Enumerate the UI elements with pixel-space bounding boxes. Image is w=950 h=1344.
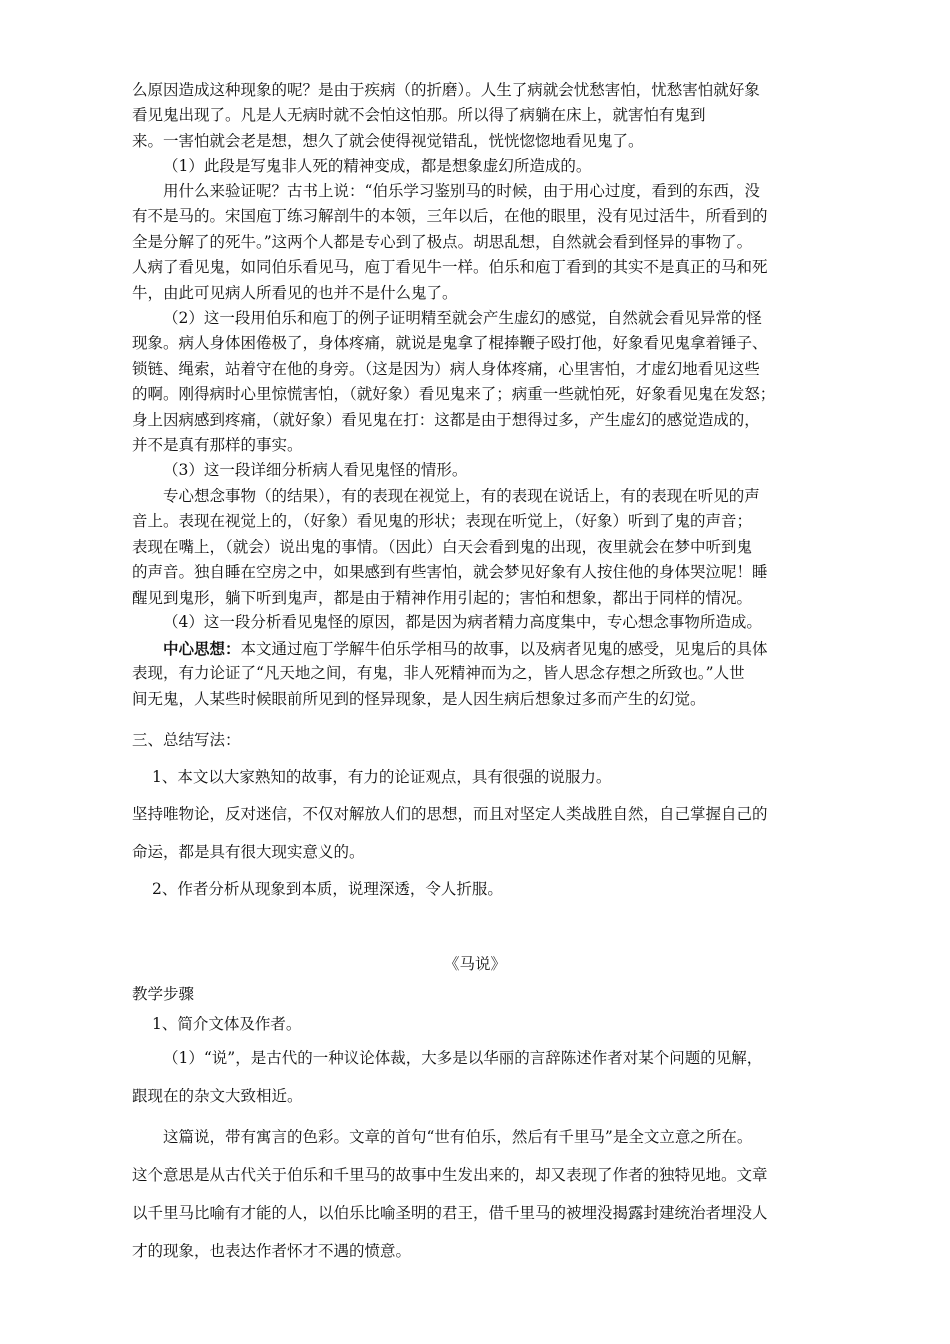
text-line: 坚持唯物论，反对迷信，不仅对解放人们的思想，而且对坚定人类战胜自然，自己掌握自己的: [132, 805, 768, 823]
text-line: （1）此段是写鬼非人死的精神变成，都是想象虚幻所造成的。: [163, 157, 592, 175]
note-3: [132, 458, 832, 483]
text-line: 来。一害怕就会老是想，想久了就会使得视觉错乱，恍恍惚惚地看见鬼了。: [132, 131, 644, 150]
teaching-steps-heading: [132, 982, 832, 1007]
paragraph-bole-paoding: [132, 179, 832, 306]
central-idea-text: 本文通过庖丁学解牛伯乐学相马的故事，以及病者见鬼的感受，见鬼后的具体: [240, 640, 768, 658]
note-4: [132, 610, 832, 635]
text-line: 锁链、绳索，站着守在他的身旁。（这是因为）病人身体疼痛，心里害怕，才虚幻地看见这些: [132, 359, 760, 378]
text-line: 用什么来验证呢？古书上说：“伯乐学习鉴别马的时候，由于用心过度，看到的东西，没: [163, 182, 760, 200]
text-line: 表现在嘴上，（就会）说出鬼的事情。（因此）白天会看到鬼的出现，夜里就会在梦中听到鬼: [132, 537, 753, 556]
point-1-continued: [132, 795, 832, 871]
step-1-note: [132, 1039, 832, 1115]
central-idea: [132, 636, 832, 712]
text-line: 牛，由此可见病人所看见的也并不是什么鬼了。: [132, 283, 458, 302]
text-line: 音上。表现在视觉上的，（好象）看见鬼的形状；表现在听觉上，（好象）听到了鬼的声音；: [132, 512, 753, 531]
point-1: [132, 765, 832, 790]
text-line: 并不是真有那样的事实。: [132, 435, 303, 454]
text-line: 这个意思是从古代关于伯乐和千里马的故事中生发出来的，却又表现了作者的独特见地。文章: [132, 1166, 768, 1184]
paragraph-illness-fear: [132, 78, 832, 154]
text-line: [132, 636, 832, 661]
text-line: 现象。病人身体困倦极了，身体疼痛，就说是鬼拿了棍捧鞭子殴打他，好象看见鬼拿着锤子、: [132, 334, 768, 353]
text-line: 看见鬼出现了。凡是人无病时就不会怕这怕那。所以得了病躺在床上，就害怕有鬼到: [132, 106, 706, 125]
text-line: 专心想念事物（的结果），有的表现在视觉上，有的表现在说话上，有的表现在听见的声: [163, 487, 760, 505]
text-line: 的声音。独自睡在空房之中，如果感到有些害怕，就会梦见好象有人按住他的身体哭泣呢！睡: [132, 563, 768, 582]
text-line: 人病了看见鬼，如同伯乐看见马，庖丁看见牛一样。伯乐和庖丁看到的其实不是真正的马和死: [132, 258, 768, 277]
paragraph-focus-thoughts: [132, 484, 832, 611]
text-line: 1、本文以大家熟知的故事，有力的论证观点，具有很强的说服力。: [152, 768, 612, 786]
central-idea-label: 中心思想：: [163, 639, 241, 658]
text-line: 么原因造成这种现象的呢？是由于疾病（的折磨）。人生了病就会忧愁害怕，忧愁害怕就好象: [132, 81, 760, 99]
text-line: 跟现在的杂文大致相近。: [132, 1087, 303, 1105]
text-line: 有不是马的。宋国庖丁练习解剖牛的本领，三年以后，在他的眼里，没有见过活牛，所看到的: [132, 207, 768, 226]
note-1: [132, 154, 832, 179]
text-line: （4）这一段分析看见鬼怪的原因，都是因为病者精力高度集中，专心想念事物所造成。: [163, 613, 762, 631]
text-line: （1）“说”，是古代的一种议论体裁，大多是以华丽的言辞陈述作者对某个问题的见解，: [163, 1049, 763, 1067]
text-line: 三、总结写法：: [132, 731, 241, 749]
text-line: 1、简介文体及作者。: [152, 1015, 302, 1033]
paragraph-essay-meaning: [132, 1118, 832, 1270]
text-line: 才的现象，也表达作者怀才不遇的愤意。: [132, 1242, 412, 1260]
text-line: （2）这一段用伯乐和庖丁的例子证明精至就会产生虚幻的感觉，自然就会看见异常的怪: [163, 309, 762, 327]
text-line: 以千里马比喻有才能的人，以伯乐比喻圣明的君王，借千里马的被埋没揭露封建统治者埋没人: [132, 1204, 768, 1222]
essay-title: 《马说》: [443, 955, 506, 973]
section-3-heading: [132, 728, 832, 753]
text-line: 教学步骤: [132, 985, 195, 1003]
step-1: [132, 1012, 832, 1037]
text-line: 这篇说，带有寓言的色彩。文章的首句“世有伯乐，然后有千里马”是全文立意之所在。: [163, 1128, 753, 1146]
paragraph-note-2: [132, 306, 832, 458]
point-2: [132, 877, 832, 902]
text-line: 的啊。刚得病时心里惊慌害怕，（就好象）看见鬼来了；病重一些就怕死，好象看见鬼在发怒；: [132, 385, 776, 404]
text-line: 全是分解了的死牛。”这两个人都是专心到了极点。胡思乱想，自然就会看到怪异的事物了。: [132, 232, 753, 251]
text-line: 醒见到鬼形，躺下听到鬼声，都是由于精神作用引起的；害怕和想象，都出于同样的情况。: [132, 588, 753, 607]
text-line: 表现，有力论证了“凡天地之间，有鬼，非人死精神而为之，皆人思念存想之所致也。”人世: [132, 664, 745, 683]
text-line: 命运，都是具有很大现实意义的。: [132, 843, 365, 861]
text-line: 2、作者分析从现象到本质，说理深透，令人折服。: [152, 880, 503, 898]
text-line: 身上因病感到疼痛，（就好象）看见鬼在打：这都是由于想得过多，产生虚幻的感觉造成的，: [132, 410, 760, 429]
text-line: 间无鬼，人某些时候眼前所见到的怪异现象，是人因生病后想象过多而产生的幻觉。: [132, 689, 706, 708]
text-line: （3）这一段详细分析病人看见鬼怪的情形。: [163, 461, 468, 479]
